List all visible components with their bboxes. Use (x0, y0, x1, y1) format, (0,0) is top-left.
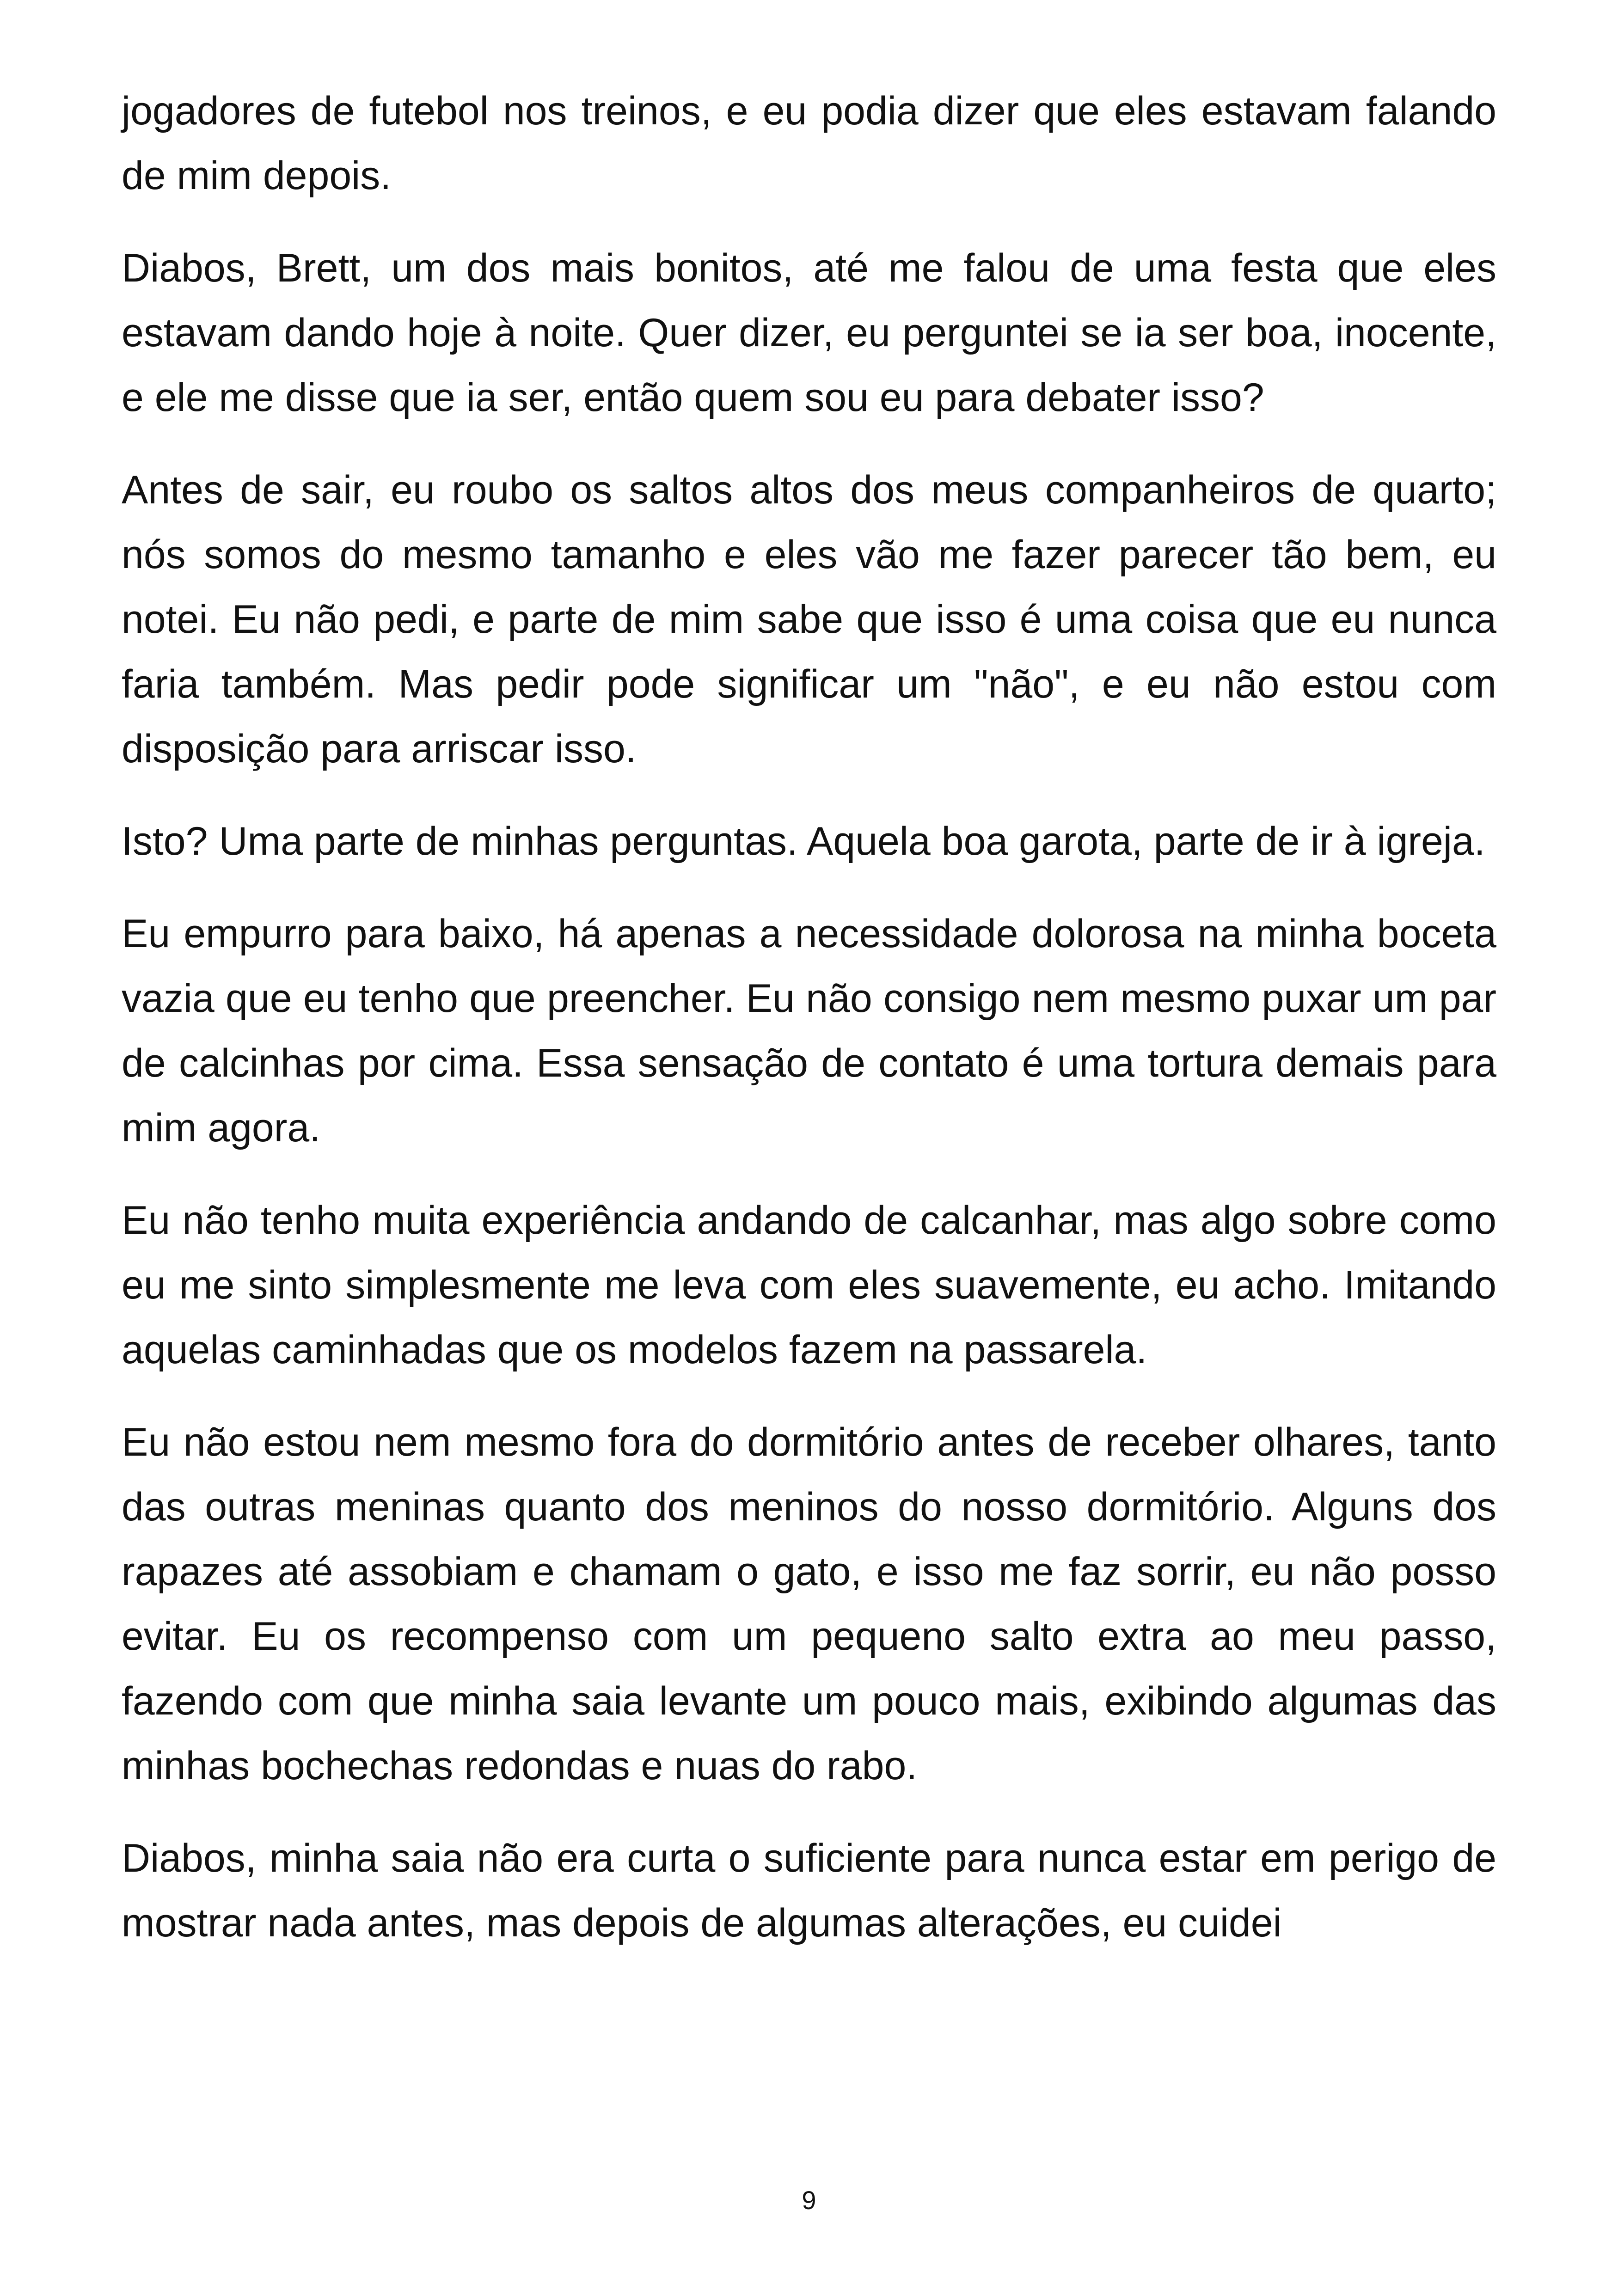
paragraph-1: jogadores de futebol nos treinos, e eu podia dizer que eles estavam falando de mim depois. (122, 89, 1496, 198)
paragraph-8: Diabos, minha saia não era curta o suficiente para nunca estar em perigo de mostrar nada antes, mas depois de algumas alterações, eu cuidei (122, 1836, 1496, 1945)
paragraph-4: Isto? Uma parte de minhas perguntas. Aquela boa garota, parte de ir à igreja. (122, 819, 1485, 863)
page-number: 9 (802, 2186, 816, 2215)
paragraph-3: Antes de sair, eu roubo os saltos altos dos meus companheiros de quarto; nós somos do mesmo tamanho e eles vão me fazer parecer tão bem, eu notei. Eu não pedi, e parte de mim sabe que isso é uma coisa que eu nunca faria também. Mas pedir pode significar um "não", e eu não estou com disposição para arriscar isso. (122, 468, 1496, 771)
paragraph-7: Eu não estou nem mesmo fora do dormitório antes de receber olhares, tanto das outras meninas quanto dos meninos do nosso dormitório. Alguns dos rapazes até assobiam e chamam o gato, e isso me faz sorrir, eu não posso evitar. Eu os recompenso com um pequeno salto extra ao meu passo, fazendo com que minha saia levante um pouco mais, exibindo algumas das minhas bochechas redondas e nuas do rabo. (122, 1420, 1496, 1788)
paragraph-2: Diabos, Brett, um dos mais bonitos, até me falou de uma festa que eles estavam dando hoje à noite. Quer dizer, eu perguntei se ia ser boa, inocente, e ele me disse que ia ser, então quem sou eu para debater isso? (122, 246, 1496, 420)
paragraph-6: Eu não tenho muita experiência andando de calcanhar, mas algo sobre como eu me sinto simplesmente me leva com eles suavemente, eu acho. Imitando aquelas caminhadas que os modelos fazem na passarela. (122, 1198, 1496, 1372)
paragraph-5: Eu empurro para baixo, há apenas a necessidade dolorosa na minha boceta vazia que eu tenho que preencher. Eu não consigo nem mesmo puxar um par de calcinhas por cima. Essa sensação de contato é uma tortura demais para mim agora. (122, 912, 1496, 1150)
body-text (122, 79, 1496, 1983)
